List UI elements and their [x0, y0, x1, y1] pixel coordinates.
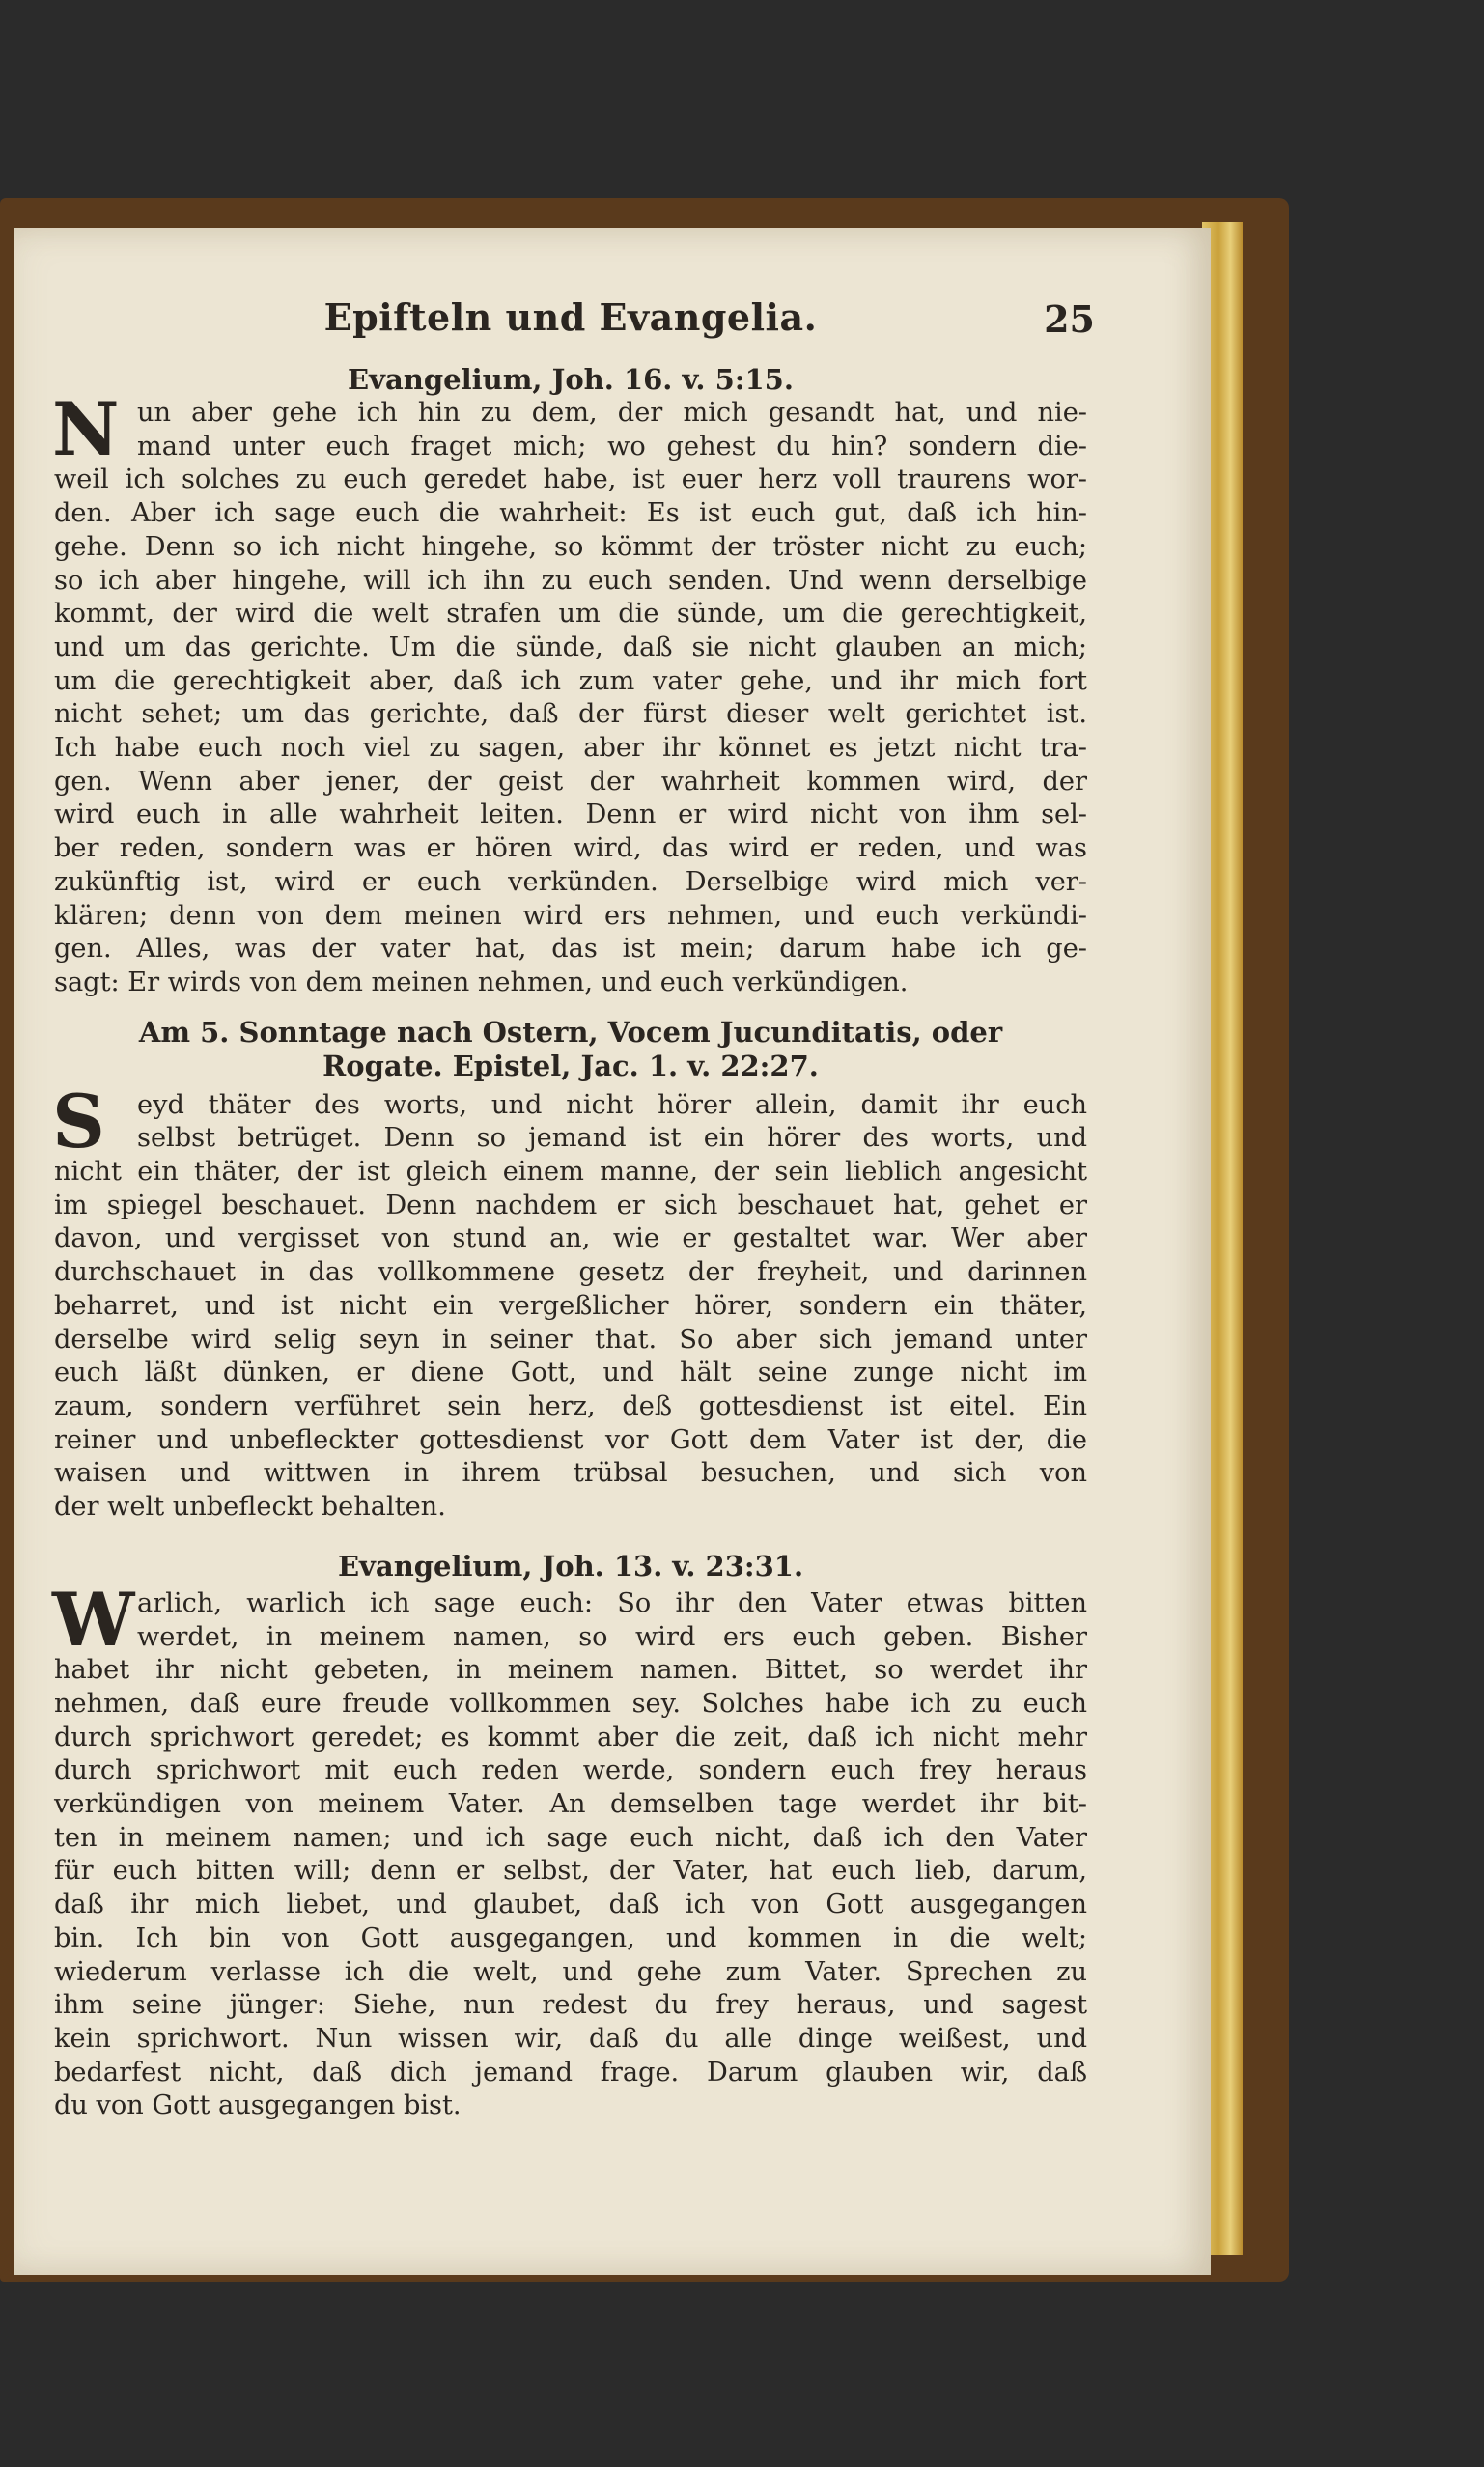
text-line: beharret, und ist nicht ein vergeßlicher hörer, sondern ein thäter,: [54, 1290, 1087, 1321]
text-line: selbst betrüget. Denn so jemand ist ein hörer des worts, und: [137, 1123, 1087, 1154]
text-line: zukünftig ist, wird er euch verkünden. Derselbige wird mich ver-: [54, 866, 1087, 897]
text-line: verkündigen von meinem Vater. An demselben tage werdet ihr bit-: [54, 1789, 1087, 1820]
text-line: eyd thäter des worts, und nicht hörer allein, damit ihr euch: [137, 1089, 1087, 1120]
dropcap: W: [52, 1576, 135, 1663]
text-line: und um das gerichte. Um die sünde, daß sie nicht glauben an mich;: [54, 631, 1087, 662]
page-content: [52, 295, 1095, 2123]
text-line: ihm seine jünger: Siehe, nun redest du frey heraus, und sagest: [54, 1990, 1087, 2021]
text-line: arlich, warlich ich sage euch: So ihr den Vater etwas bitten: [137, 1587, 1087, 1618]
text-line: waisen und wittwen in ihrem trübsal besuchen, und sich von: [54, 1458, 1087, 1489]
section-heading-rogate-line-1: Am 5. Sonntage nach Ostern, Vocem Jucunditatis, oder: [138, 1015, 1003, 1049]
text-line: un aber gehe ich hin zu dem, der mich gesandt hat, und nie-: [137, 398, 1087, 428]
text-line: durchschauet in das vollkommene gesetz der freyheit, und darinnen: [54, 1257, 1087, 1288]
text-line: nicht ein thäter, der ist gleich einem manne, der sein lieblich angesicht: [54, 1157, 1087, 1188]
text-line: nehmen, daß eure freude vollkommen sey. Solches habe ich zu euch: [54, 1688, 1087, 1719]
text-line: werdet, in meinem namen, so wird ers euch geben. Bisher: [137, 1621, 1087, 1652]
text-line: ten in meinem namen; und ich sage euch nicht, daß ich den Vater: [54, 1822, 1087, 1853]
text-line: Ich habe euch noch viel zu sagen, aber ihr könnet es jetzt nicht tra-: [54, 733, 1087, 764]
text-line: bin. Ich bin von Gott ausgegangen, und kommen in die welt;: [54, 1922, 1087, 1953]
text-line: bedarfest nicht, daß dich jemand frage. Darum glauben wir, daß: [54, 2057, 1087, 2088]
book-page: [14, 228, 1211, 2275]
text-line: kein sprichwort. Nun wissen wir, daß du alle dinge weißest, und: [54, 2023, 1087, 2054]
text-line: wiederum verlasse ich die welt, und gehe zum Vater. Sprechen zu: [54, 1956, 1087, 1987]
text-line: der welt unbefleckt behalten.: [54, 1492, 446, 1523]
text-line: mand unter euch fraget mich; wo gehest du hin? sondern die-: [137, 431, 1087, 462]
text-line: daß ihr mich liebet, und glaubet, daß ich von Gott ausgegangen: [54, 1890, 1087, 1920]
text-line: wird euch in alle wahrheit leiten. Denn er wird nicht von ihm sel-: [54, 799, 1087, 830]
text-line: so ich aber hingehe, will ich ihn zu euch senden. Und wenn derselbige: [54, 565, 1087, 596]
text-line: kommt, der wird die welt strafen um die sünde, um die gerechtigkeit,: [54, 599, 1087, 630]
text-line: für euch bitten will; denn er selbst, der Vater, hat euch lieb, darum,: [54, 1856, 1087, 1887]
text-line: davon, und vergisset von stund an, wie er gestaltet war. Wer aber: [54, 1223, 1087, 1254]
text-line: gen. Wenn aber jener, der geist der wahrheit kommen wird, der: [54, 766, 1087, 797]
text-line: klären; denn von dem meinen wird ers nehmen, und euch verkündi-: [54, 900, 1087, 931]
text-line: durch sprichwort mit euch reden werde, sondern euch frey heraus: [54, 1755, 1087, 1786]
section-heading-gospel-john-16: Evangelium, Joh. 16. v. 5:15.: [348, 363, 794, 396]
text-line: weil ich solches zu euch geredet habe, ist euer herz voll traurens wor-: [54, 464, 1087, 495]
section-body-gospel-john-16: [52, 386, 1087, 1000]
section-body-epistle-james-1: [52, 1078, 1087, 1525]
text-line: um die gerechtigkeit aber, daß ich zum vater gehe, und ihr mich fort: [54, 665, 1087, 696]
page-number: 25: [1044, 297, 1095, 341]
text-line: derselbe wird selig seyn in seiner that. So aber sich jemand unter: [54, 1324, 1087, 1355]
text-line: reiner und unbefleckter gottesdienst vor Gott dem Vater ist der, die: [54, 1424, 1087, 1455]
text-line: zaum, sondern verführet sein herz, deß gottesdienst ist eitel. Ein: [54, 1390, 1087, 1421]
page-header: [54, 295, 1095, 363]
section-body-gospel-john-13: [52, 1576, 1087, 2123]
section-heading-gospel-john-13: Evangelium, Joh. 13. v. 23:31.: [337, 1549, 804, 1583]
text-line: sagt: Er wirds von dem meinen nehmen, und euch verkündigen.: [54, 967, 909, 997]
text-line: gehe. Denn so ich nicht hingehe, so kömmt der tröster nicht zu euch;: [54, 531, 1087, 562]
dropcap: N: [52, 386, 120, 472]
text-line: durch sprichwort geredet; es kommt aber die zeit, daß ich nicht mehr: [54, 1722, 1087, 1752]
text-line: den. Aber ich sage euch die wahrheit: Es ist euch gut, daß ich hin-: [54, 498, 1087, 529]
text-line: gen. Alles, was der vater hat, das ist mein; darum habe ich ge-: [54, 934, 1087, 965]
text-line: ber reden, sondern was er hören wird, das wird er reden, und was: [54, 833, 1087, 864]
text-line: im spiegel beschauet. Denn nachdem er sich beschauet hat, gehet er: [54, 1190, 1087, 1220]
text-line: du von Gott ausgegangen bist.: [54, 2090, 462, 2121]
text-line: nicht sehet; um das gerichte, daß der fürst dieser welt gerichtet ist.: [54, 699, 1087, 730]
running-title: Epifteln und Evangelia.: [323, 295, 818, 339]
section-heading-rogate-line-2: Rogate. Epistel, Jac. 1. v. 22:27.: [322, 1049, 819, 1082]
dropcap: S: [52, 1078, 105, 1164]
text-line: habet ihr nicht gebeten, in meinem namen. Bittet, so werdet ihr: [54, 1655, 1087, 1686]
text-line: euch läßt dünken, er diene Gott, und hält seine zunge nicht im: [54, 1358, 1087, 1388]
